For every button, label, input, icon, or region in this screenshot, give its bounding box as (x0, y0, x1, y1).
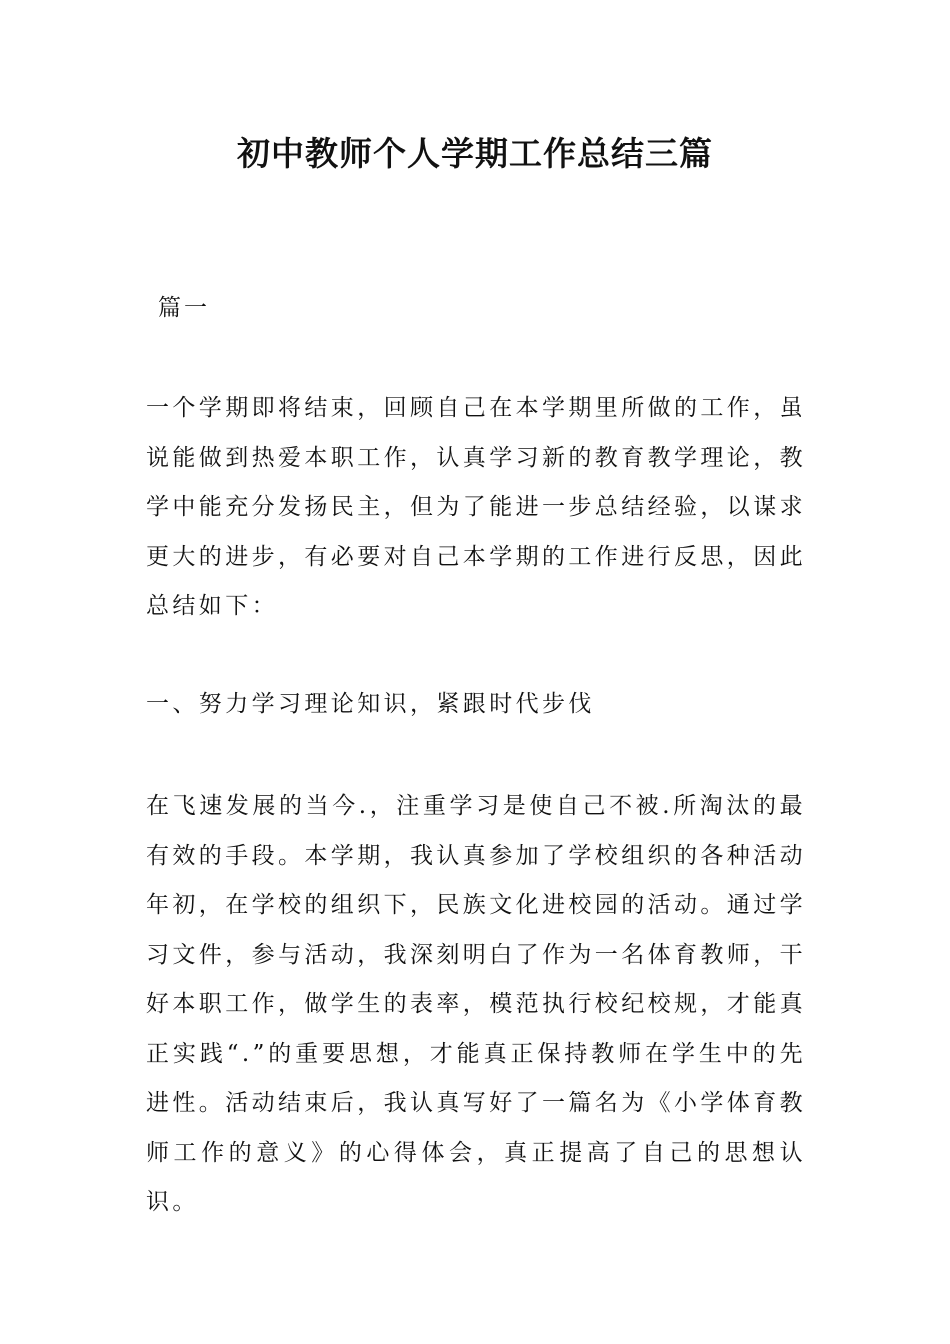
paragraph-intro: 一个学期即将结束，回顾自己在本学期里所做的工作，虽说能做到热爱本职工作，认真学习新的教育教学理论，教学中能充分发扬民主，但为了能进一步总结经验，以谋求更大的进步，有必要对自己本学期的工作进行反思，因此总结如下： (146, 395, 806, 619)
section-heading-1: 一、努力学习理论知识，紧跟时代步伐 (146, 691, 595, 717)
paragraph-study: 在飞速发展的当今.，注重学习是使自己不被.所淘汰的最有效的手段。本学期，我认真参加了学校组织的各种活动年初，在学校的组织下，民族文化进校园的活动。通过学习文件，参与活动，我深刻明白了作为一名体育教师，干好本职工作，做学生的表率，模范执行校纪校规，才能真正实践“.”的重要思想，才能真正保持教师在学生中的先进性。活动结束后，我认真写好了一篇名为《小学体育教师工作的意义》的心得体会，真正提高了自己的思想认识。 (146, 793, 806, 1215)
section-label: 篇一 (158, 295, 210, 321)
document-title: 初中教师个人学期工作总结三篇 (237, 134, 713, 173)
